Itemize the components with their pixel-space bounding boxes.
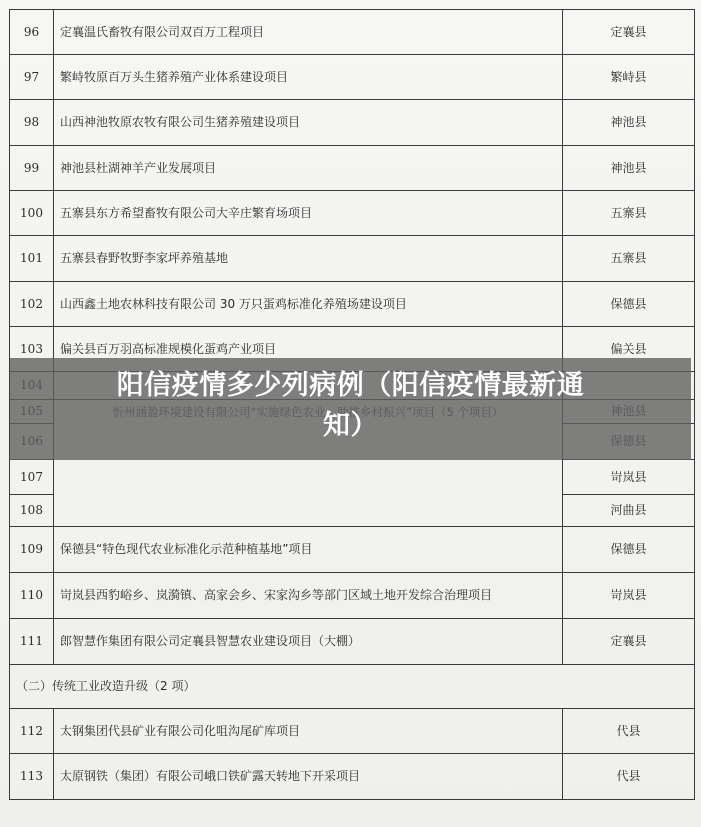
project-name: 山西鑫土地农林科技有限公司 30 万只蛋鸡标准化养殖场建设项目 — [54, 282, 563, 327]
row-number: 98 — [10, 100, 54, 146]
project-name: 五寨县东方希望畜牧有限公司大辛庄繁育场项目 — [54, 191, 563, 236]
county-name: 保德县 — [563, 282, 695, 327]
county-name: 神池县 — [563, 146, 695, 191]
row-number: 113 — [10, 754, 54, 800]
table-row — [10, 236, 695, 282]
project-name: 太原钢铁（集团）有限公司峨口铁矿露天转地下开采项目 — [54, 754, 563, 800]
table-row — [10, 282, 695, 327]
project-name: 岢岚县西豹峪乡、岚漪镇、高家会乡、宋家沟乡等部门区域土地开发综合治理项目 — [54, 573, 563, 619]
table-row — [10, 191, 695, 236]
section-row — [10, 665, 695, 709]
row-number: 101 — [10, 236, 54, 282]
county-name: 代县 — [563, 754, 695, 800]
project-name: 繁峙牧原百万头生猪养殖产业体系建设项目 — [54, 55, 563, 100]
row-number: 112 — [10, 709, 54, 754]
row-number: 107 — [10, 460, 54, 495]
table-row — [10, 55, 695, 100]
row-number: 111 — [10, 619, 54, 665]
county-name: 繁峙县 — [563, 55, 695, 100]
county-name: 定襄县 — [563, 619, 695, 665]
overlay-headline-line-2: 知） — [323, 410, 378, 441]
county-name: 定襄县 — [563, 10, 695, 55]
project-name: 神池县杜湖神羊产业发展项目 — [54, 146, 563, 191]
row-number: 99 — [10, 146, 54, 191]
table-row — [10, 573, 695, 619]
table-row — [10, 754, 695, 800]
table-row — [10, 619, 695, 665]
table-row — [10, 100, 695, 146]
row-number: 103 — [10, 327, 54, 372]
overlay-headline — [10, 366, 691, 446]
table-row — [10, 146, 695, 191]
project-name: 郎智慧作集团有限公司定襄县智慧农业建设项目（大棚） — [54, 619, 563, 665]
project-name: 保德县“特色现代农业标准化示范种植基地”项目 — [54, 527, 563, 573]
row-number: 108 — [10, 495, 54, 527]
row-number: 96 — [10, 10, 54, 55]
row-number: 100 — [10, 191, 54, 236]
project-name: 偏关县百万羽高标准规模化蛋鸡产业项目 — [54, 327, 563, 372]
row-number: 102 — [10, 282, 54, 327]
section-title: （二）传统工业改造升级（2 项） — [10, 665, 695, 709]
table-row — [10, 527, 695, 573]
row-number: 97 — [10, 55, 54, 100]
row-number: 110 — [10, 573, 54, 619]
project-name: 山西神池牧原农牧有限公司生猪养殖建设项目 — [54, 100, 563, 146]
project-name: 五寨县春野牧野李家坪养殖基地 — [54, 236, 563, 282]
table-row — [10, 10, 695, 55]
county-name: 岢岚县 — [563, 460, 695, 495]
county-name: 五寨县 — [563, 191, 695, 236]
county-name: 五寨县 — [563, 236, 695, 282]
project-name: 定襄温氏畜牧有限公司双百万工程项目 — [54, 10, 563, 55]
table-row — [10, 709, 695, 754]
overlay-headline-line-1: 阳信疫情多少列病例（阳信疫情最新通 — [116, 370, 585, 401]
county-name: 保德县 — [563, 527, 695, 573]
county-name: 偏关县 — [563, 327, 695, 372]
row-number: 109 — [10, 527, 54, 573]
project-name: 太钢集团代县矿业有限公司化咀沟尾矿库项目 — [54, 709, 563, 754]
county-name: 神池县 — [563, 100, 695, 146]
county-name: 河曲县 — [563, 495, 695, 527]
county-name: 代县 — [563, 709, 695, 754]
county-name: 岢岚县 — [563, 573, 695, 619]
